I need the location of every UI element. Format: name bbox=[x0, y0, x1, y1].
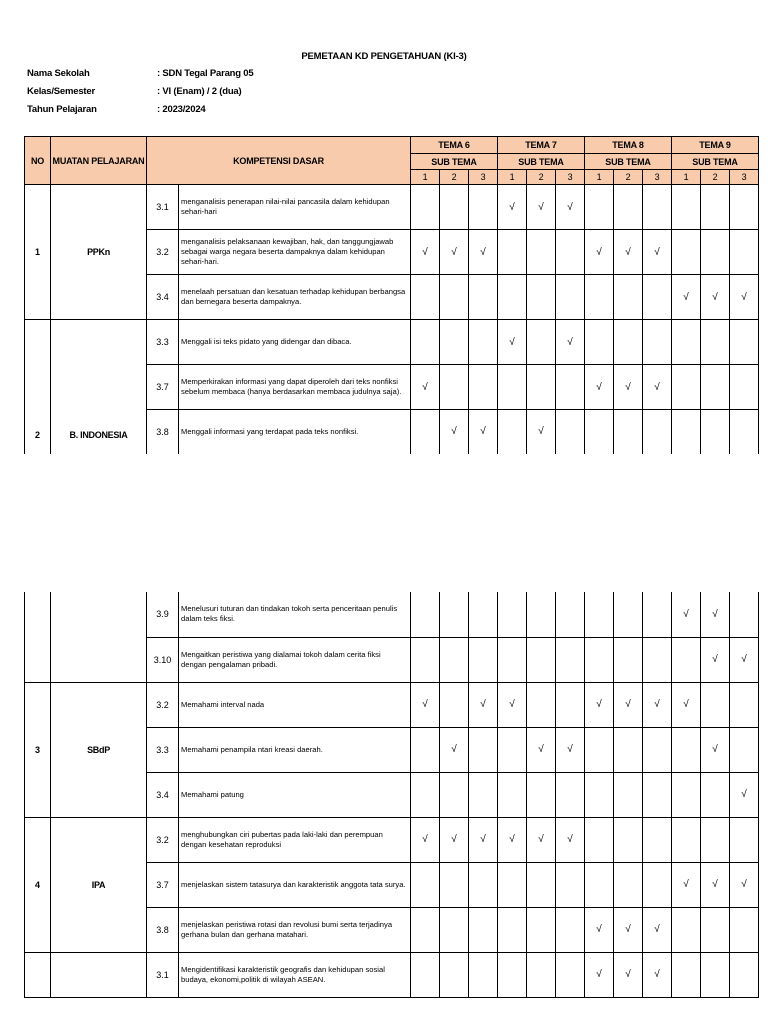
check-mark: √ bbox=[672, 682, 701, 727]
row-number: 2 bbox=[25, 320, 51, 454]
empty-cell bbox=[701, 772, 730, 817]
empty-cell bbox=[527, 952, 556, 997]
empty-cell bbox=[440, 275, 469, 320]
empty-cell bbox=[614, 637, 643, 682]
empty-cell bbox=[469, 907, 498, 952]
empty-cell bbox=[469, 862, 498, 907]
check-mark: √ bbox=[498, 682, 527, 727]
empty-cell bbox=[498, 772, 527, 817]
empty-cell bbox=[730, 907, 759, 952]
kd-description: Memahami interval nada bbox=[179, 682, 411, 727]
header-sub-tema-number: 2 bbox=[440, 170, 469, 185]
header-sub-tema-number: 1 bbox=[585, 170, 614, 185]
empty-cell bbox=[498, 952, 527, 997]
empty-cell bbox=[614, 727, 643, 772]
empty-cell bbox=[411, 637, 440, 682]
empty-cell bbox=[498, 275, 527, 320]
empty-cell bbox=[730, 682, 759, 727]
check-mark: √ bbox=[556, 727, 585, 772]
empty-cell bbox=[411, 185, 440, 230]
info-label: Kelas/Semester bbox=[27, 86, 95, 97]
empty-cell bbox=[556, 365, 585, 410]
empty-cell bbox=[643, 275, 672, 320]
table-row bbox=[25, 592, 759, 637]
check-mark: √ bbox=[498, 185, 527, 230]
empty-cell bbox=[585, 637, 614, 682]
subject-name: SBdP bbox=[51, 682, 147, 817]
kd-code: 3.4 bbox=[147, 772, 179, 817]
header-kompetensi-dasar: KOMPETENSI DASAR bbox=[147, 137, 411, 185]
kd-description: Menelusuri tuturan dan tindakan tokoh serta penceritaan penulis dalam teks fiksi. bbox=[179, 592, 411, 637]
empty-cell bbox=[614, 410, 643, 454]
header-tema: TEMA 8 bbox=[585, 137, 672, 154]
empty-cell bbox=[498, 637, 527, 682]
row-number bbox=[25, 592, 51, 682]
empty-cell bbox=[411, 592, 440, 637]
kd-description: menganalisis pelaksanaan kewajiban, hak, dan tanggungjawab sebagai warga negara beserta dampaknya dalam kehidupan sehari-hari. bbox=[179, 230, 411, 275]
kd-description: menjelaskan peristiwa rotasi dan revolusi bumi serta terjadinya gerhana bulan dan gerhana matahari. bbox=[179, 907, 411, 952]
empty-cell bbox=[498, 365, 527, 410]
row-number: 3 bbox=[25, 682, 51, 817]
empty-cell bbox=[701, 185, 730, 230]
empty-cell bbox=[469, 275, 498, 320]
check-mark: √ bbox=[614, 907, 643, 952]
row-number bbox=[25, 952, 51, 997]
empty-cell bbox=[440, 772, 469, 817]
empty-cell bbox=[614, 320, 643, 365]
kd-description: menelaah persatuan dan kesatuan terhadap kehidupan berbangsa dan bernegara beserta dampaknya. bbox=[179, 275, 411, 320]
empty-cell bbox=[643, 862, 672, 907]
check-mark: √ bbox=[527, 817, 556, 862]
empty-cell bbox=[556, 907, 585, 952]
check-mark: √ bbox=[701, 637, 730, 682]
empty-cell bbox=[411, 275, 440, 320]
empty-cell bbox=[411, 772, 440, 817]
empty-cell bbox=[556, 682, 585, 727]
empty-cell bbox=[701, 952, 730, 997]
header-sub-tema-number: 3 bbox=[643, 170, 672, 185]
check-mark: √ bbox=[440, 230, 469, 275]
empty-cell bbox=[498, 907, 527, 952]
header-sub-tema-number: 2 bbox=[527, 170, 556, 185]
kd-description: Mengidentifikasi karakteristik geografis dan kehidupan sosial budaya, ekonomi,politik di wilayah ASEAN. bbox=[179, 952, 411, 997]
kd-description: menjelaskan sistem tatasurya dan karakteristik anggota tata surya. bbox=[179, 862, 411, 907]
empty-cell bbox=[614, 862, 643, 907]
empty-cell bbox=[411, 907, 440, 952]
header-sub-tema-number: 1 bbox=[672, 170, 701, 185]
check-mark: √ bbox=[556, 185, 585, 230]
check-mark: √ bbox=[730, 862, 759, 907]
empty-cell bbox=[556, 772, 585, 817]
empty-cell bbox=[527, 862, 556, 907]
empty-cell bbox=[498, 410, 527, 454]
empty-cell bbox=[643, 727, 672, 772]
header-sub-tema-number: 1 bbox=[498, 170, 527, 185]
empty-cell bbox=[701, 230, 730, 275]
empty-cell bbox=[469, 592, 498, 637]
check-mark: √ bbox=[672, 592, 701, 637]
empty-cell bbox=[440, 682, 469, 727]
empty-cell bbox=[411, 862, 440, 907]
empty-cell bbox=[469, 952, 498, 997]
check-mark: √ bbox=[585, 907, 614, 952]
empty-cell bbox=[614, 185, 643, 230]
kd-code: 3.8 bbox=[147, 907, 179, 952]
check-mark: √ bbox=[614, 682, 643, 727]
empty-cell bbox=[527, 275, 556, 320]
kd-mapping-table-page2 bbox=[24, 592, 759, 998]
table-row bbox=[25, 817, 759, 862]
empty-cell bbox=[730, 365, 759, 410]
check-mark: √ bbox=[701, 727, 730, 772]
empty-cell bbox=[672, 952, 701, 997]
empty-cell bbox=[614, 275, 643, 320]
check-mark: √ bbox=[643, 230, 672, 275]
empty-cell bbox=[672, 907, 701, 952]
check-mark: √ bbox=[498, 817, 527, 862]
empty-cell bbox=[585, 410, 614, 454]
empty-cell bbox=[585, 772, 614, 817]
check-mark: √ bbox=[411, 230, 440, 275]
check-mark: √ bbox=[730, 275, 759, 320]
empty-cell bbox=[527, 682, 556, 727]
empty-cell bbox=[614, 817, 643, 862]
kd-code: 3.10 bbox=[147, 637, 179, 682]
check-mark: √ bbox=[643, 952, 672, 997]
subject-name bbox=[51, 592, 147, 682]
check-mark: √ bbox=[701, 275, 730, 320]
check-mark: √ bbox=[614, 365, 643, 410]
check-mark: √ bbox=[585, 365, 614, 410]
subject-name: PPKn bbox=[51, 185, 147, 320]
empty-cell bbox=[672, 185, 701, 230]
empty-cell bbox=[498, 592, 527, 637]
empty-cell bbox=[469, 320, 498, 365]
empty-cell bbox=[614, 592, 643, 637]
kd-code: 3.2 bbox=[147, 230, 179, 275]
empty-cell bbox=[527, 592, 556, 637]
empty-cell bbox=[498, 862, 527, 907]
check-mark: √ bbox=[730, 637, 759, 682]
kd-code: 3.4 bbox=[147, 275, 179, 320]
empty-cell bbox=[440, 185, 469, 230]
kd-description: Mengaitkan peristiwa yang dialamai tokoh dalam cerita fiksi dengan pengalaman pribadi. bbox=[179, 637, 411, 682]
empty-cell bbox=[440, 365, 469, 410]
kd-code: 3.7 bbox=[147, 862, 179, 907]
empty-cell bbox=[585, 817, 614, 862]
check-mark: √ bbox=[440, 817, 469, 862]
empty-cell bbox=[411, 320, 440, 365]
kd-code: 3.7 bbox=[147, 365, 179, 410]
check-mark: √ bbox=[585, 682, 614, 727]
kd-code: 3.9 bbox=[147, 592, 179, 637]
check-mark: √ bbox=[643, 682, 672, 727]
empty-cell bbox=[440, 637, 469, 682]
table-row bbox=[25, 952, 759, 997]
empty-cell bbox=[643, 817, 672, 862]
check-mark: √ bbox=[527, 727, 556, 772]
check-mark: √ bbox=[440, 727, 469, 772]
empty-cell bbox=[643, 185, 672, 230]
check-mark: √ bbox=[585, 230, 614, 275]
empty-cell bbox=[643, 320, 672, 365]
empty-cell bbox=[643, 410, 672, 454]
check-mark: √ bbox=[730, 772, 759, 817]
header-sub-tema: SUB TEMA bbox=[672, 154, 759, 170]
empty-cell bbox=[672, 410, 701, 454]
info-label: Nama Sekolah bbox=[27, 68, 90, 79]
table-row bbox=[25, 320, 759, 365]
kd-code: 3.1 bbox=[147, 185, 179, 230]
empty-cell bbox=[701, 907, 730, 952]
empty-cell bbox=[440, 952, 469, 997]
empty-cell bbox=[440, 907, 469, 952]
empty-cell bbox=[556, 410, 585, 454]
empty-cell bbox=[556, 275, 585, 320]
kd-description: menghubungkan ciri pubertas pada laki-laki dan perempuan dengan kesehatan reproduksi bbox=[179, 817, 411, 862]
check-mark: √ bbox=[643, 907, 672, 952]
empty-cell bbox=[585, 185, 614, 230]
check-mark: √ bbox=[527, 410, 556, 454]
check-mark: √ bbox=[614, 230, 643, 275]
empty-cell bbox=[527, 772, 556, 817]
empty-cell bbox=[730, 727, 759, 772]
header-sub-tema-number: 2 bbox=[614, 170, 643, 185]
check-mark: √ bbox=[469, 817, 498, 862]
empty-cell bbox=[585, 862, 614, 907]
kd-code: 3.2 bbox=[147, 682, 179, 727]
check-mark: √ bbox=[643, 365, 672, 410]
empty-cell bbox=[527, 320, 556, 365]
check-mark: √ bbox=[411, 365, 440, 410]
header-sub-tema: SUB TEMA bbox=[498, 154, 585, 170]
empty-cell bbox=[643, 637, 672, 682]
check-mark: √ bbox=[701, 862, 730, 907]
empty-cell bbox=[672, 727, 701, 772]
kd-code: 3.2 bbox=[147, 817, 179, 862]
check-mark: √ bbox=[585, 952, 614, 997]
kd-code: 3.3 bbox=[147, 727, 179, 772]
empty-cell bbox=[701, 410, 730, 454]
kd-description: Menggali informasi yang terdapat pada teks nonfiksi. bbox=[179, 410, 411, 454]
check-mark: √ bbox=[672, 862, 701, 907]
check-mark: √ bbox=[556, 817, 585, 862]
kd-mapping-table-page1 bbox=[24, 136, 759, 454]
empty-cell bbox=[585, 727, 614, 772]
empty-cell bbox=[498, 230, 527, 275]
empty-cell bbox=[730, 952, 759, 997]
header-tema: TEMA 9 bbox=[672, 137, 759, 154]
empty-cell bbox=[411, 952, 440, 997]
check-mark: √ bbox=[469, 230, 498, 275]
empty-cell bbox=[672, 320, 701, 365]
kd-code: 3.8 bbox=[147, 410, 179, 454]
check-mark: √ bbox=[469, 682, 498, 727]
table-row bbox=[25, 682, 759, 727]
empty-cell bbox=[672, 637, 701, 682]
header-sub-tema-number: 3 bbox=[469, 170, 498, 185]
check-mark: √ bbox=[469, 410, 498, 454]
header-tema: TEMA 6 bbox=[411, 137, 498, 154]
check-mark: √ bbox=[527, 185, 556, 230]
empty-cell bbox=[614, 772, 643, 817]
check-mark: √ bbox=[440, 410, 469, 454]
header-sub-tema-number: 1 bbox=[411, 170, 440, 185]
info-value: : SDN Tegal Parang 05 bbox=[157, 68, 254, 79]
page-title: PEMETAAN KD PENGETAHUAN (KI-3) bbox=[301, 51, 467, 62]
info-value: : 2023/2024 bbox=[157, 104, 206, 115]
empty-cell bbox=[643, 592, 672, 637]
kd-code: 3.1 bbox=[147, 952, 179, 997]
kd-description: Memperkirakan informasi yang dapat diperoleh dari teks nonfiksi sebelum membaca (hanya berdasarkan membaca judulnya saja). bbox=[179, 365, 411, 410]
empty-cell bbox=[701, 320, 730, 365]
kd-code: 3.3 bbox=[147, 320, 179, 365]
empty-cell bbox=[469, 772, 498, 817]
empty-cell bbox=[527, 907, 556, 952]
empty-cell bbox=[440, 320, 469, 365]
empty-cell bbox=[585, 592, 614, 637]
subject-name bbox=[51, 952, 147, 997]
empty-cell bbox=[701, 365, 730, 410]
check-mark: √ bbox=[701, 592, 730, 637]
empty-cell bbox=[440, 592, 469, 637]
kd-description: Memahami patung bbox=[179, 772, 411, 817]
empty-cell bbox=[556, 230, 585, 275]
empty-cell bbox=[730, 592, 759, 637]
header-sub-tema: SUB TEMA bbox=[585, 154, 672, 170]
header-sub-tema: SUB TEMA bbox=[411, 154, 498, 170]
empty-cell bbox=[672, 772, 701, 817]
empty-cell bbox=[527, 230, 556, 275]
empty-cell bbox=[469, 365, 498, 410]
empty-cell bbox=[411, 727, 440, 772]
empty-cell bbox=[527, 637, 556, 682]
check-mark: √ bbox=[672, 275, 701, 320]
row-number: 4 bbox=[25, 817, 51, 952]
empty-cell bbox=[672, 230, 701, 275]
check-mark: √ bbox=[411, 682, 440, 727]
table-row bbox=[25, 185, 759, 230]
empty-cell bbox=[730, 230, 759, 275]
empty-cell bbox=[440, 862, 469, 907]
check-mark: √ bbox=[556, 320, 585, 365]
kd-description: Memahami penampila ntari kreasi daerah. bbox=[179, 727, 411, 772]
header-sub-tema-number: 2 bbox=[701, 170, 730, 185]
empty-cell bbox=[469, 185, 498, 230]
empty-cell bbox=[527, 365, 556, 410]
kd-description: Menggali isi teks pidato yang didengar dan dibaca. bbox=[179, 320, 411, 365]
header-muatan: MUATAN PELAJARAN bbox=[51, 137, 147, 185]
empty-cell bbox=[730, 410, 759, 454]
empty-cell bbox=[701, 682, 730, 727]
header-sub-tema-number: 3 bbox=[556, 170, 585, 185]
empty-cell bbox=[556, 952, 585, 997]
header-sub-tema-number: 3 bbox=[730, 170, 759, 185]
empty-cell bbox=[469, 637, 498, 682]
empty-cell bbox=[730, 817, 759, 862]
empty-cell bbox=[730, 320, 759, 365]
kd-description: menganalisis penerapan nilai-nilai pancasila dalam kehidupan sehari-hari bbox=[179, 185, 411, 230]
empty-cell bbox=[556, 592, 585, 637]
empty-cell bbox=[672, 365, 701, 410]
check-mark: √ bbox=[498, 320, 527, 365]
check-mark: √ bbox=[411, 817, 440, 862]
empty-cell bbox=[701, 817, 730, 862]
empty-cell bbox=[672, 817, 701, 862]
info-value: : VI (Enam) / 2 (dua) bbox=[157, 86, 242, 97]
subject-name: B. INDONESIA bbox=[51, 320, 147, 454]
empty-cell bbox=[643, 772, 672, 817]
empty-cell bbox=[730, 185, 759, 230]
check-mark: √ bbox=[614, 952, 643, 997]
empty-cell bbox=[498, 727, 527, 772]
empty-cell bbox=[556, 637, 585, 682]
header-tema: TEMA 7 bbox=[498, 137, 585, 154]
empty-cell bbox=[469, 727, 498, 772]
empty-cell bbox=[585, 320, 614, 365]
empty-cell bbox=[585, 275, 614, 320]
header-no: NO bbox=[25, 137, 51, 185]
empty-cell bbox=[556, 862, 585, 907]
info-label: Tahun Pelajaran bbox=[27, 104, 97, 115]
subject-name: IPA bbox=[51, 817, 147, 952]
empty-cell bbox=[411, 410, 440, 454]
row-number: 1 bbox=[25, 185, 51, 320]
